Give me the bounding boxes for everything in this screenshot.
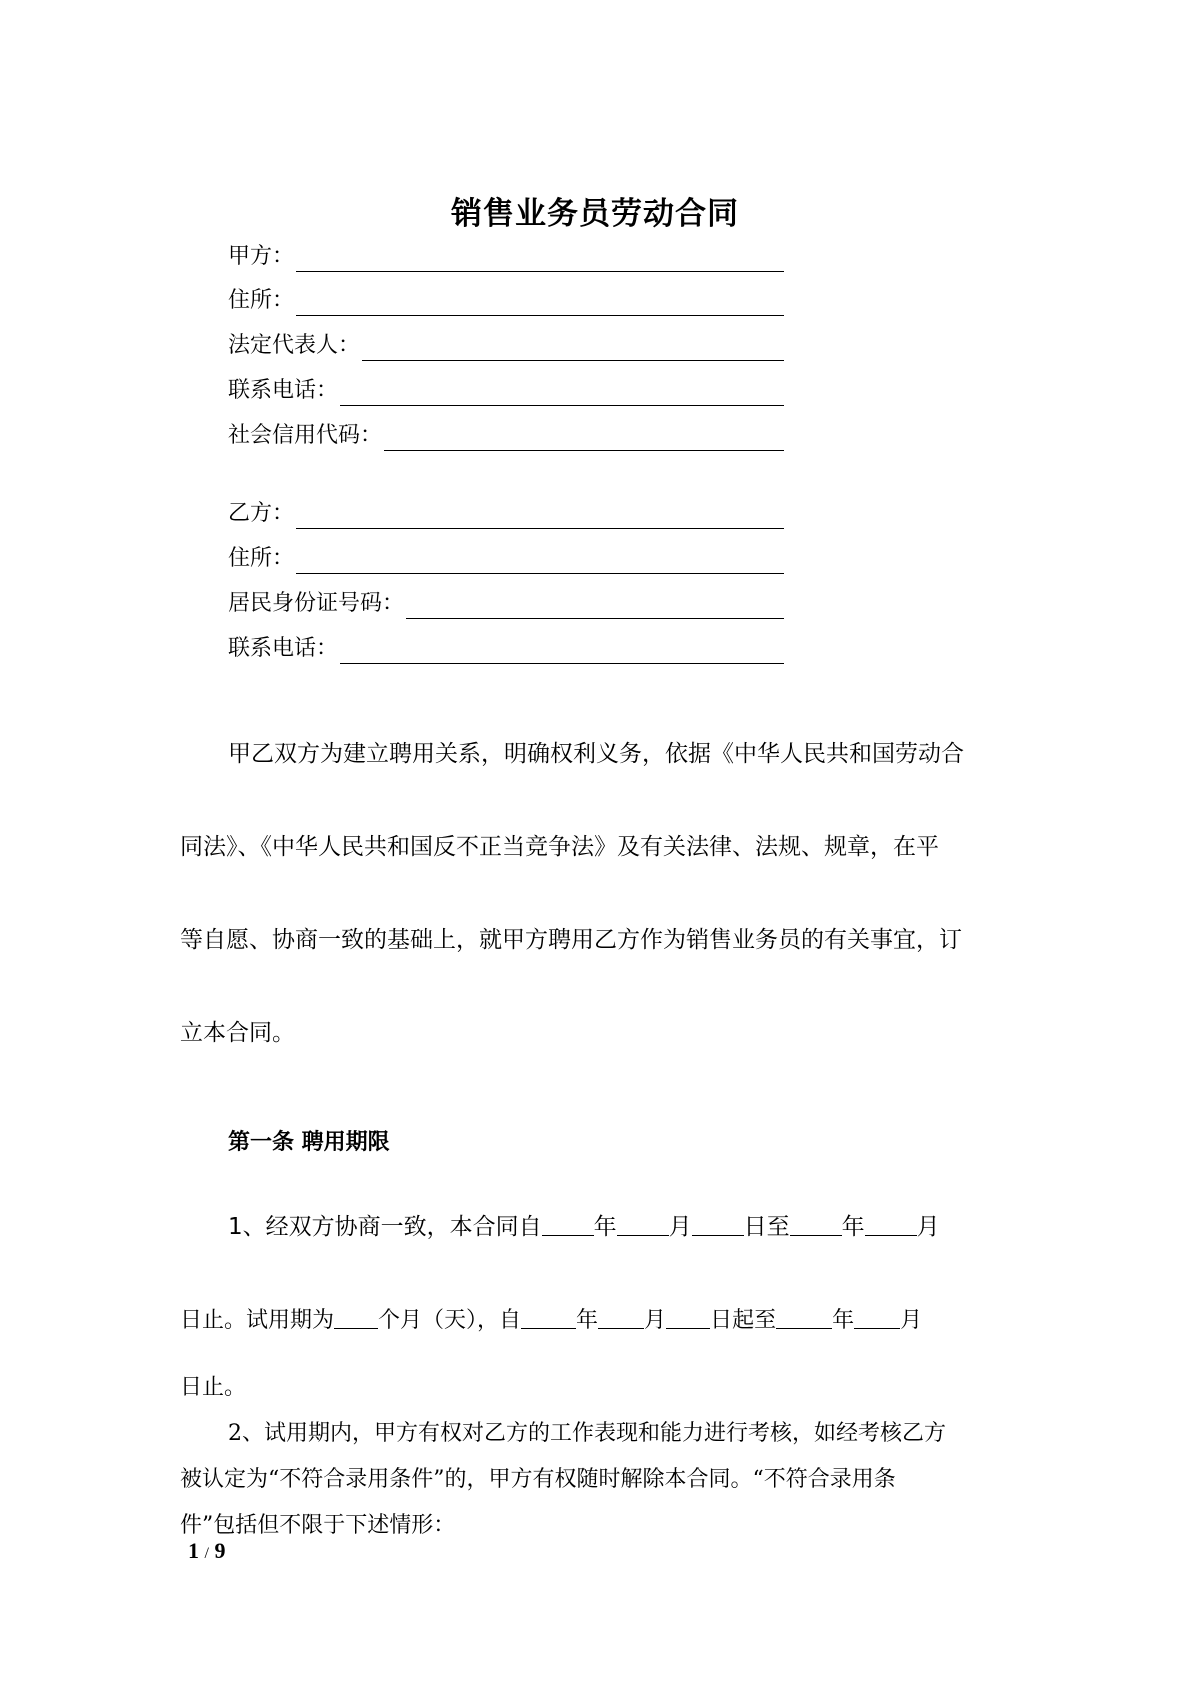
blank-line[interactable] — [598, 1304, 644, 1329]
field-label: 法定代表人： — [228, 333, 361, 358]
field-label: 社会信用代码： — [228, 423, 383, 448]
clause-text: 月 — [668, 1214, 692, 1240]
preamble-line: 甲乙双方为建立聘用关系，明确权利义务，依据《中华人民共和国劳动合 — [228, 741, 964, 767]
clause-text: 1、经双方协商一致，本合同自 — [228, 1214, 542, 1240]
clause-1-line-1 — [228, 1208, 1058, 1241]
clause-text: 个月（天），自 — [378, 1308, 522, 1333]
article-heading: 第一条 聘用期限 — [228, 1130, 390, 1155]
blank-line[interactable] — [776, 1304, 832, 1329]
party-a-credit-code-field — [228, 415, 784, 451]
page-total: 9 — [214, 1538, 226, 1563]
field-label: 住所： — [228, 546, 295, 571]
blank-line[interactable] — [692, 1211, 744, 1236]
fill-in-line[interactable] — [384, 424, 784, 451]
fill-in-line[interactable] — [362, 334, 784, 361]
party-a-address-field — [228, 280, 784, 316]
document-title: 销售业务员劳动合同 — [451, 196, 739, 232]
clause-text: 年 — [576, 1308, 599, 1333]
party-a-legal-rep-field — [228, 325, 784, 361]
page-number — [188, 1538, 225, 1564]
fill-in-line[interactable] — [296, 502, 784, 529]
party-a-name-field — [228, 236, 784, 272]
fill-in-line[interactable] — [340, 379, 784, 406]
field-label: 居民身份证号码： — [228, 591, 405, 616]
field-label: 住所： — [228, 288, 295, 313]
party-b-phone-field — [228, 628, 784, 664]
page-separator: / — [204, 1545, 209, 1562]
clause-text: 年 — [832, 1308, 855, 1333]
clause-text: 日止。试用期为 — [180, 1308, 335, 1333]
field-label: 联系电话： — [228, 378, 339, 403]
fill-in-line[interactable] — [296, 289, 784, 316]
clause-text: 月 — [916, 1214, 940, 1240]
preamble-line: 立本合同。 — [180, 1020, 295, 1046]
clause-1-end: 日止。 — [180, 1375, 247, 1400]
fill-in-line[interactable] — [296, 245, 784, 272]
fill-in-line[interactable] — [296, 547, 784, 574]
clause-text: 年 — [593, 1214, 617, 1240]
field-label: 乙方： — [228, 501, 295, 526]
clause-text: 月 — [900, 1308, 923, 1333]
blank-line[interactable] — [865, 1211, 917, 1236]
preamble-line: 等自愿、协商一致的基础上，就甲方聘用乙方作为销售业务员的有关事宜，订 — [180, 927, 962, 953]
blank-line[interactable] — [854, 1304, 900, 1329]
page-current: 1 — [188, 1538, 199, 1563]
blank-line[interactable] — [666, 1304, 710, 1329]
clause-1-line-2 — [180, 1303, 922, 1334]
clause-2-line: 被认定为“不符合录用条件”的，甲方有权随时解除本合同。“不符合录用条 — [180, 1467, 896, 1492]
field-label: 联系电话： — [228, 636, 339, 661]
clause-text: 日至 — [743, 1214, 790, 1240]
fill-in-line[interactable] — [406, 592, 784, 619]
clause-text: 月 — [644, 1308, 667, 1333]
clause-2-line: 2、试用期内，甲方有权对乙方的工作表现和能力进行考核，如经考核乙方 — [228, 1421, 946, 1446]
field-label: 甲方： — [228, 244, 295, 269]
blank-line[interactable] — [617, 1211, 669, 1236]
clause-2-line: 件”包括但不限于下述情形： — [180, 1513, 456, 1538]
clause-text: 年 — [841, 1214, 865, 1240]
blank-line[interactable] — [790, 1211, 842, 1236]
party-a-phone-field — [228, 370, 784, 406]
party-b-id-field — [228, 583, 784, 619]
clause-text: 日起至 — [710, 1308, 777, 1333]
party-b-address-field — [228, 538, 784, 574]
party-b-name-field — [228, 493, 784, 529]
blank-line[interactable] — [542, 1211, 594, 1236]
preamble-line: 同法》、《中华人民共和国反不正当竞争法》及有关法律、法规、规章，在平 — [180, 834, 939, 860]
fill-in-line[interactable] — [340, 637, 784, 664]
blank-line[interactable] — [521, 1304, 576, 1329]
blank-line[interactable] — [334, 1304, 378, 1329]
